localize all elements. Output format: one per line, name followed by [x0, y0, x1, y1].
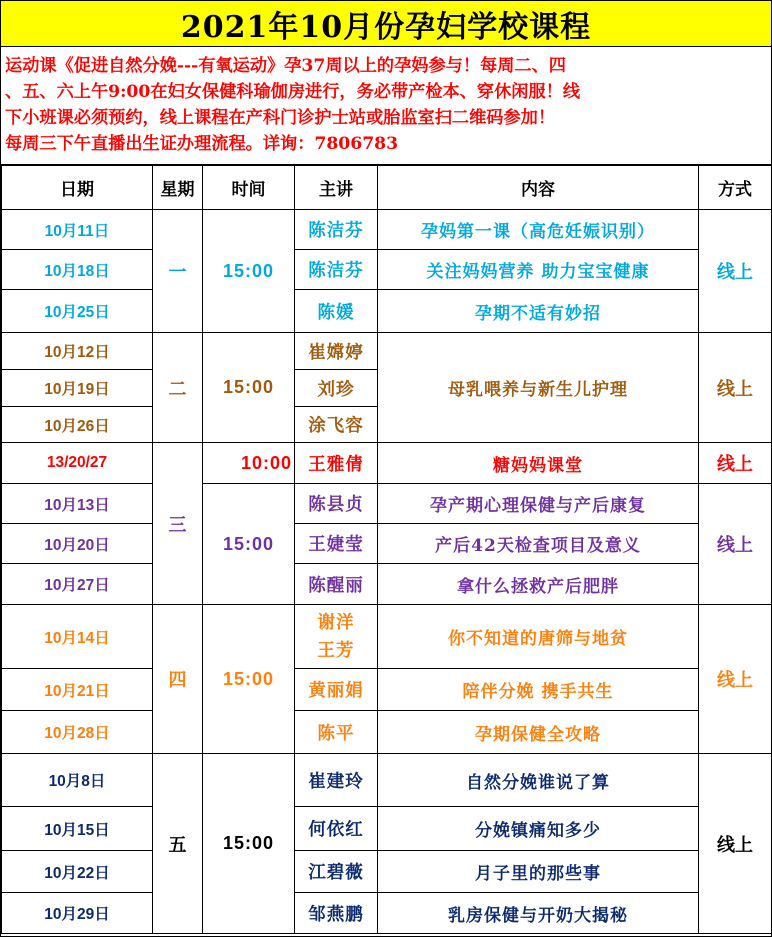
speaker-cell: 陈洁芬	[295, 210, 378, 250]
table-row	[2, 443, 772, 484]
date-cell: 10月27日	[2, 564, 153, 605]
header-speaker: 主讲	[295, 166, 378, 210]
notice-block	[1, 47, 771, 165]
speaker-name: 王芳	[317, 640, 355, 661]
table-row	[2, 210, 772, 250]
speaker-cell: 黄丽娟	[295, 669, 378, 711]
date-cell: 10月21日	[2, 669, 153, 711]
header-mode: 方式	[699, 166, 772, 210]
content-cell: 拿什么拯救产后肥胖	[378, 564, 699, 605]
time-cell: 10:00	[203, 443, 295, 484]
content-cell: 关注妈妈营养 助力宝宝健康	[378, 250, 699, 290]
weekday-cell: 一	[153, 210, 203, 333]
date-cell: 10月19日	[2, 370, 153, 407]
date-cell: 10月26日	[2, 407, 153, 443]
table-row	[2, 807, 772, 851]
speaker-cell: 邹燕鹏	[295, 893, 378, 934]
content-cell: 自然分娩谁说了算	[378, 754, 699, 807]
table-row	[2, 669, 772, 711]
header-row	[2, 166, 772, 210]
table-row	[2, 893, 772, 934]
table-row	[2, 333, 772, 370]
date-cell: 10月11日	[2, 210, 153, 250]
date-cell: 10月15日	[2, 807, 153, 851]
page-title: 2021年10月份孕妇学校课程	[1, 1, 771, 47]
mode-cell: 线上	[699, 605, 772, 754]
time-cell: 15:00	[203, 754, 295, 934]
date-cell: 13/20/27	[2, 443, 153, 484]
content-cell: 孕期不适有妙招	[378, 290, 699, 333]
date-cell: 10月25日	[2, 290, 153, 333]
weekday-cell: 四	[153, 605, 203, 754]
date-cell: 10月13日	[2, 484, 153, 524]
mode-cell: 线上	[699, 443, 772, 484]
speaker-cell: 涂飞容	[295, 407, 378, 443]
date-cell: 10月18日	[2, 250, 153, 290]
date-cell: 10月14日	[2, 605, 153, 669]
content-cell: 孕妈第一课（高危妊娠识别）	[378, 210, 699, 250]
content-cell: 你不知道的唐筛与地贫	[378, 605, 699, 669]
time-cell: 15:00	[203, 333, 295, 443]
speaker-cell: 陈媛	[295, 290, 378, 333]
header-content: 内容	[378, 166, 699, 210]
speaker-cell: 陈县贞	[295, 484, 378, 524]
notice-line: 每周三下午直播出生证办理流程。详询：7806783	[5, 134, 399, 154]
weekday-cell: 二	[153, 333, 203, 443]
speaker-cell: 陈平	[295, 711, 378, 754]
mode-cell: 线上	[699, 484, 772, 605]
table-row	[2, 290, 772, 333]
header-weekday: 星期	[153, 166, 203, 210]
table-row	[2, 250, 772, 290]
content-cell: 孕期保健全攻略	[378, 711, 699, 754]
notice-line: 、五、六上午9:00在妇女保健科瑜伽房进行，务必带产检本、穿休闲服！线	[5, 82, 581, 102]
content-cell: 孕产期心理保健与产后康复	[378, 484, 699, 524]
content-cell: 分娩镇痛知多少	[378, 807, 699, 851]
table-row	[2, 851, 772, 893]
speaker-cell: 何依红	[295, 807, 378, 851]
content-cell: 月子里的那些事	[378, 851, 699, 893]
speaker-cell: 陈洁芬	[295, 250, 378, 290]
content-cell: 母乳喂养与新生儿护理	[378, 333, 699, 443]
speaker-cell	[295, 605, 378, 669]
mode-cell: 线上	[699, 333, 772, 443]
speaker-cell: 陈醒丽	[295, 564, 378, 605]
notice-line: 运动课《促进自然分娩---有氧运动》孕37周以上的孕妈参与！每周二、四	[5, 56, 566, 76]
time-cell: 15:00	[203, 605, 295, 754]
table-row	[2, 754, 772, 807]
date-cell: 10月28日	[2, 711, 153, 754]
table-row	[2, 484, 772, 524]
header-time: 时间	[203, 166, 295, 210]
table-row	[2, 605, 772, 669]
notice-line: 下小班课必须预约，线上课程在产科门诊护士站或胎监室扫二维码参加！	[5, 108, 556, 128]
speaker-cell: 王婕莹	[295, 524, 378, 564]
date-cell: 10月20日	[2, 524, 153, 564]
speaker-name: 谢洋	[317, 612, 355, 633]
header-date: 日期	[2, 166, 153, 210]
speaker-cell: 崔嫦婷	[295, 333, 378, 370]
time-cell: 15:00	[203, 210, 295, 333]
time-cell: 15:00	[203, 484, 295, 605]
date-cell: 10月12日	[2, 333, 153, 370]
weekday-cell: 三	[153, 443, 203, 605]
mode-cell: 线上	[699, 210, 772, 333]
weekday-cell: 五	[153, 754, 203, 934]
date-cell: 10月22日	[2, 851, 153, 893]
content-cell: 产后42天检查项目及意义	[378, 524, 699, 564]
speaker-cell: 刘珍	[295, 370, 378, 407]
speaker-cell: 江碧薇	[295, 851, 378, 893]
speaker-cell: 王雅倩	[295, 443, 378, 484]
content-cell: 陪伴分娩 携手共生	[378, 669, 699, 711]
content-cell: 乳房保健与开奶大揭秘	[378, 893, 699, 934]
mode-cell: 线上	[699, 754, 772, 934]
table-row	[2, 564, 772, 605]
table-row	[2, 524, 772, 564]
table-row	[2, 711, 772, 754]
schedule-table	[1, 165, 772, 934]
date-cell: 10月8日	[2, 754, 153, 807]
speaker-cell: 崔建玲	[295, 754, 378, 807]
date-cell: 10月29日	[2, 893, 153, 934]
content-cell: 糖妈妈课堂	[378, 443, 699, 484]
